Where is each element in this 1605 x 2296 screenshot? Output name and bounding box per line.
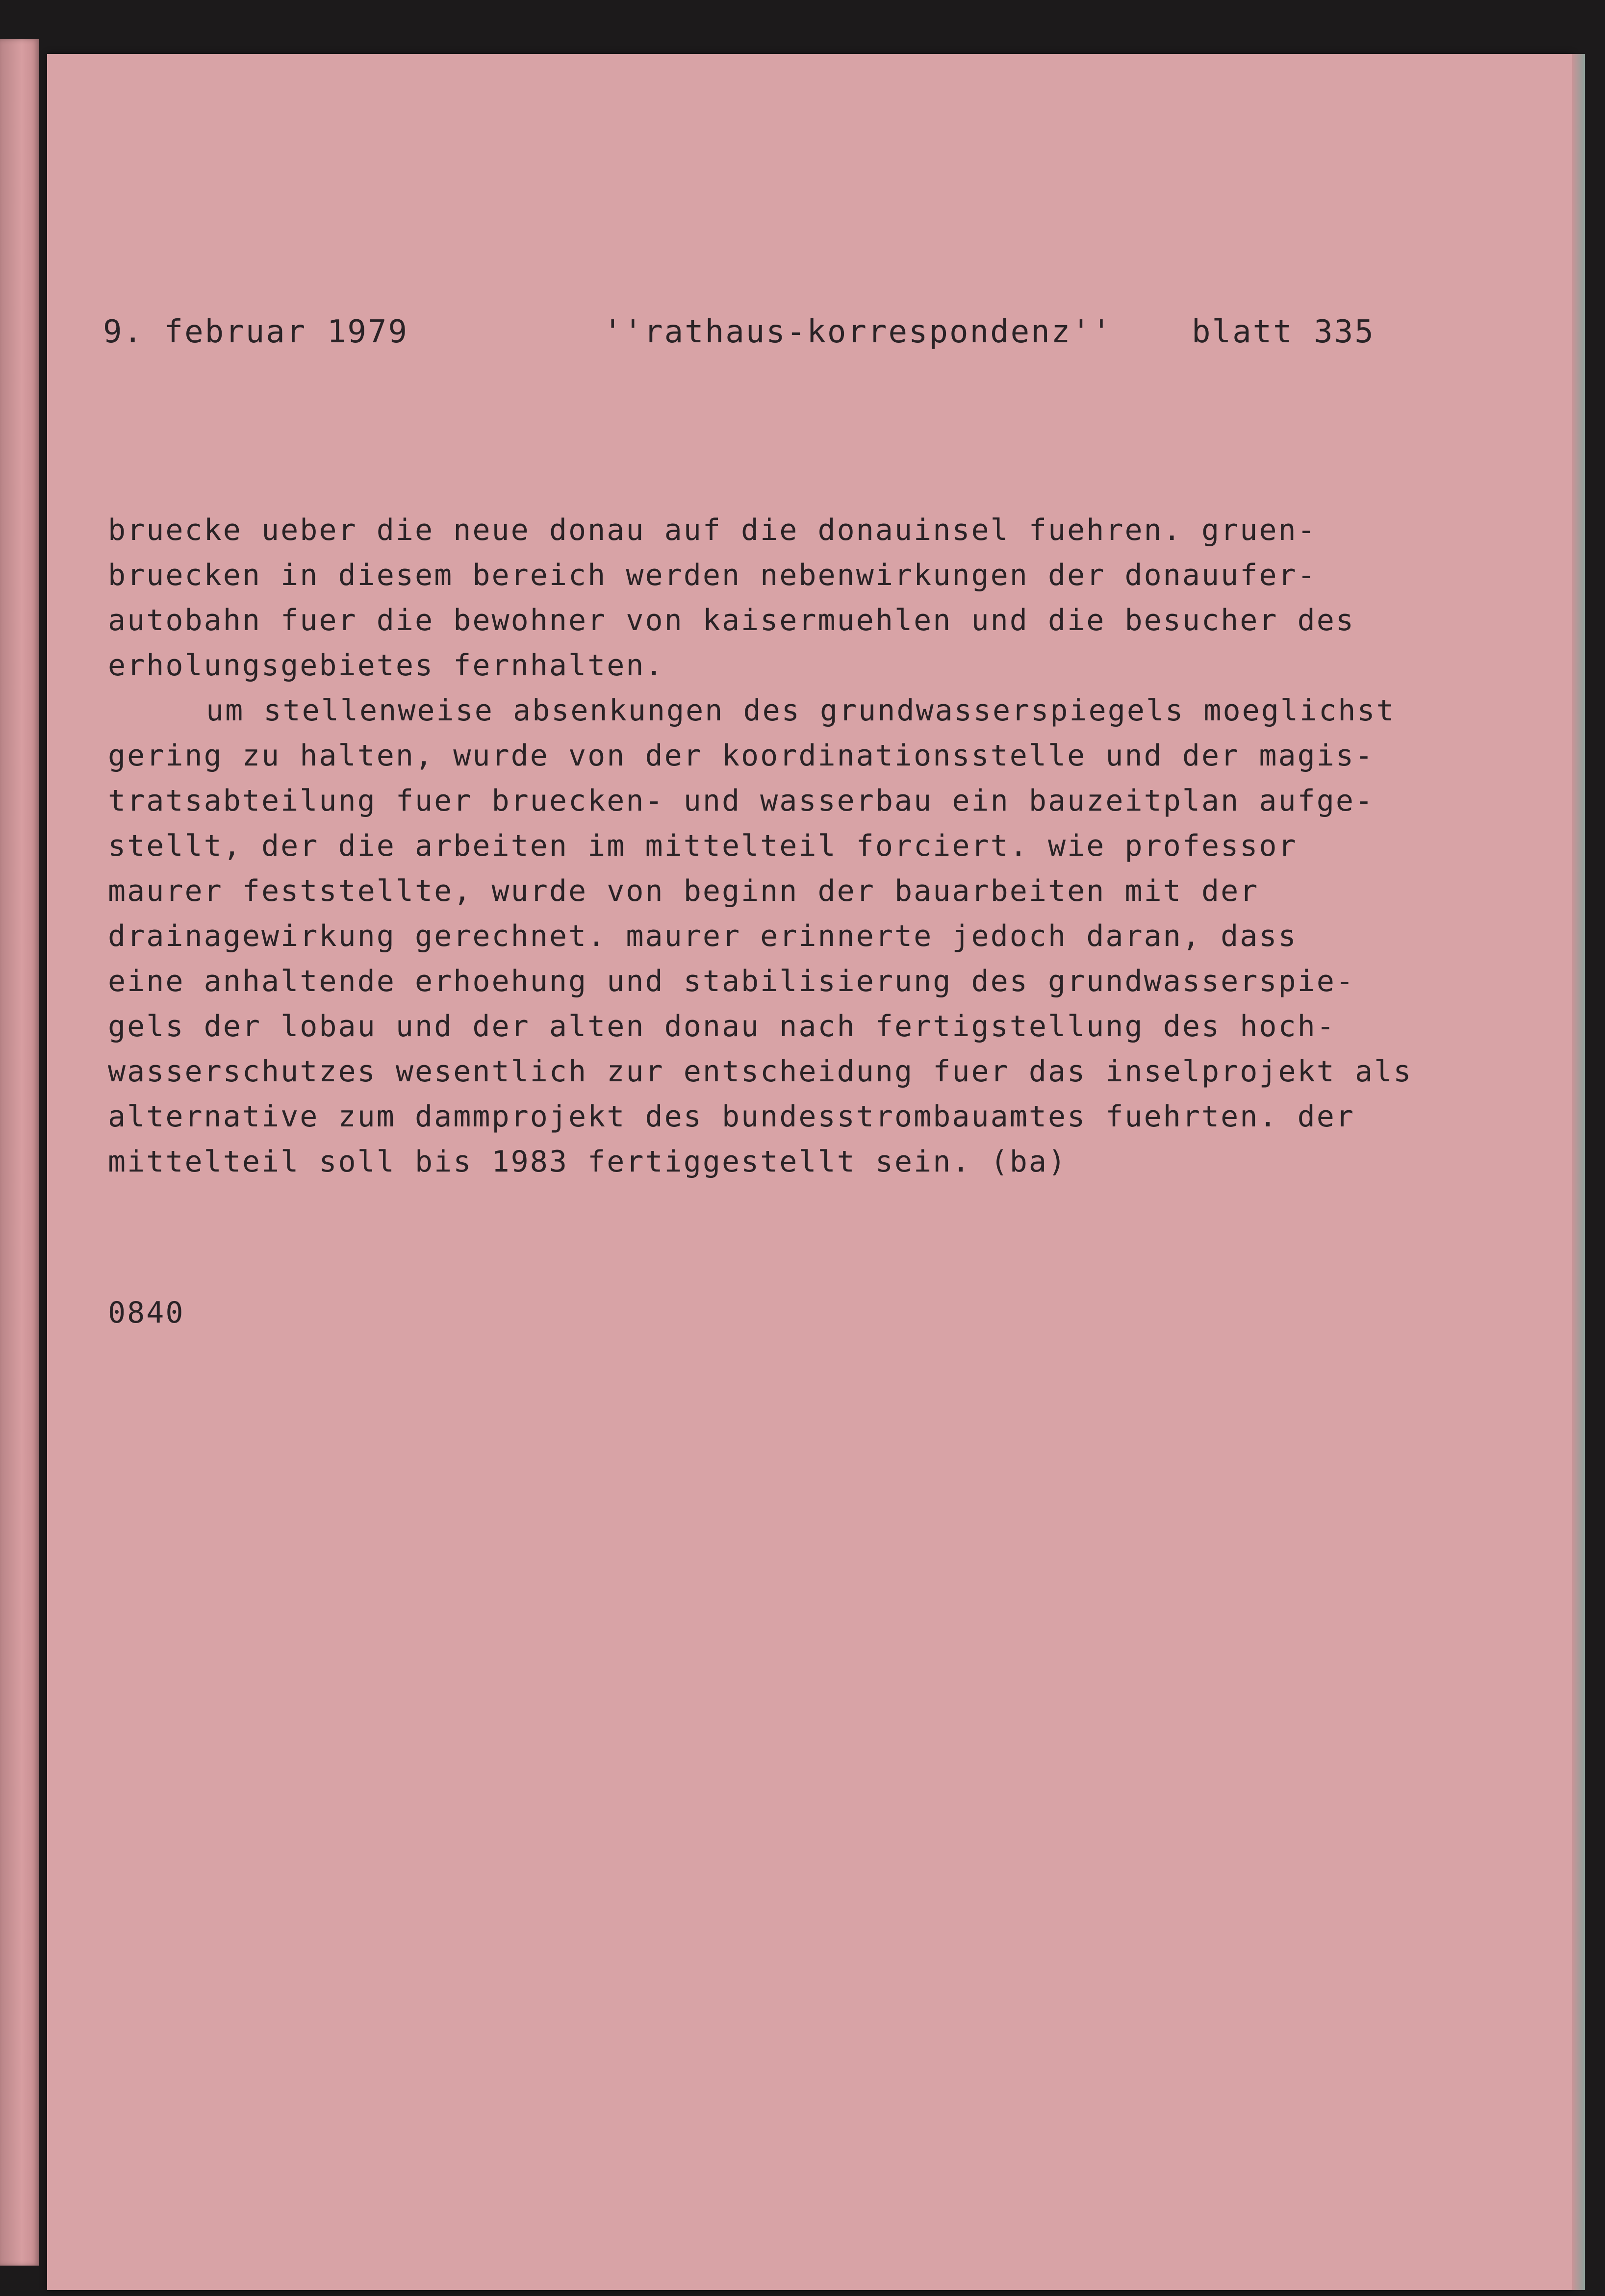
header-date: 9. februar 1979 <box>103 314 408 350</box>
page-header <box>103 314 1452 363</box>
text-line: um stellenweise absenkungen des grundwasserspiegels moeglichst <box>206 693 1396 728</box>
text-line: mittelteil soll bis 1983 fertiggestellt sein. (ba) <box>108 1145 1068 1179</box>
text-line: stellt, der die arbeiten im mittelteil forciert. wie professor <box>108 829 1298 863</box>
text-line: alternative zum dammprojekt des bundesstrombauamtes fuehrten. der <box>108 1099 1355 1134</box>
header-publication: ''rathaus-korrespondenz'' <box>603 314 1113 350</box>
header-sheet-number: blatt 335 <box>1192 314 1375 350</box>
text-line: gering zu halten, wurde von der koordinationsstelle und der magis- <box>108 739 1375 773</box>
page-edge <box>1572 54 1585 2290</box>
article-body <box>108 508 1505 1184</box>
text-line: drainagewirkung gerechnet. maurer erinnerte jedoch daran, dass <box>108 919 1298 953</box>
left-page-edge <box>0 39 39 2266</box>
text-line: eine anhaltende erhoehung und stabilisierung des grundwasserspie- <box>108 964 1355 998</box>
text-line: bruecken in diesem bereich werden nebenwirkungen der donauufer- <box>108 558 1317 592</box>
text-line: erholungsgebietes fernhalten. <box>108 648 664 683</box>
document-code: 0840 <box>108 1296 185 1330</box>
text-line: gels der lobau und der alten donau nach fertigstellung des hoch- <box>108 1009 1336 1044</box>
text-line: tratsabteilung fuer bruecken- und wasserbau ein bauzeitplan aufge- <box>108 784 1375 818</box>
text-line: bruecke ueber die neue donau auf die donauinsel fuehren. gruen- <box>108 513 1317 547</box>
text-line: wasserschutzes wesentlich zur entscheidung fuer das inselprojekt als <box>108 1054 1413 1089</box>
text-line: maurer feststellte, wurde von beginn der bauarbeiten mit der <box>108 874 1259 908</box>
text-line: autobahn fuer die bewohner von kaisermuehlen und die besucher des <box>108 603 1355 638</box>
